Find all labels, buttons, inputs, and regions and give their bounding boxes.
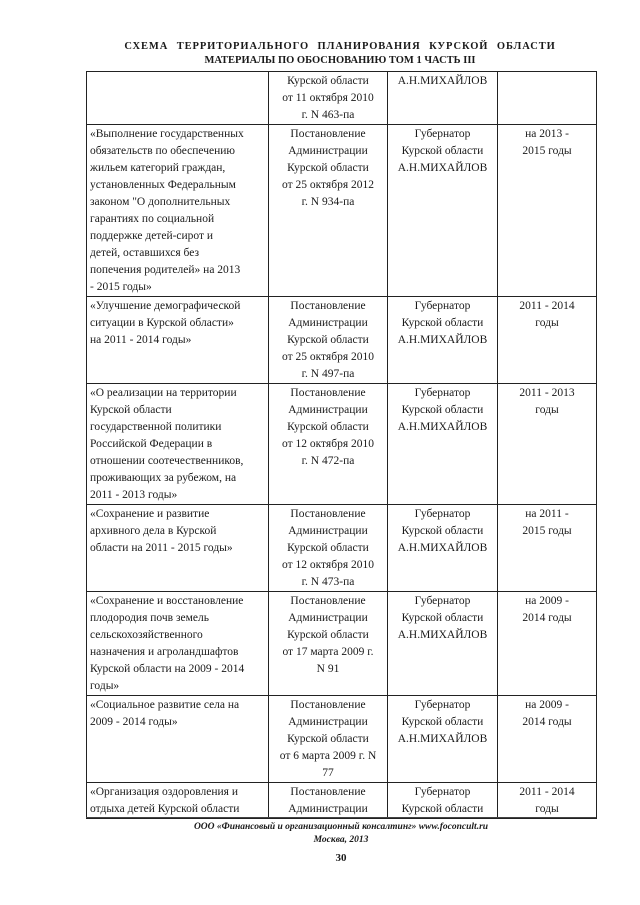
table-row: [87, 783, 597, 819]
program-cell-line: «О реализации на территории: [90, 387, 237, 399]
period-cell-line: 2014 годы: [522, 612, 572, 624]
document-cell: [269, 696, 388, 783]
program-cell-line: детей, оставшихся без: [90, 247, 200, 259]
approver-cell: [388, 783, 498, 819]
period-cell-line: 2015 годы: [522, 525, 572, 537]
period-cell: [498, 384, 597, 505]
document-cell-line: Постановление: [290, 699, 366, 711]
program-cell-line: «Выполнение государственных: [90, 128, 244, 140]
document-cell-line: Курской области: [287, 542, 369, 554]
period-cell-line: годы: [535, 317, 559, 329]
document-cell-line: N 91: [316, 663, 340, 675]
document-cell-line: Постановление: [290, 387, 366, 399]
footer-divider: [86, 817, 596, 818]
program-cell-line: на 2011 - 2014 годы»: [90, 334, 192, 346]
document-cell-line: от 17 марта 2009 г.: [282, 646, 374, 658]
program-cell-line: попечения родителей» на 2013: [90, 264, 241, 276]
document-cell-line: от 25 октября 2012: [282, 179, 374, 191]
program-cell-line: архивного дела в Курской: [90, 525, 217, 537]
approver-cell-line: Курской области: [401, 525, 484, 537]
approver-cell-line: Курской области: [401, 404, 484, 416]
period-cell-line: 2014 годы: [522, 716, 572, 728]
document-cell-line: от 6 марта 2009 г. N: [279, 750, 377, 762]
program-cell-line: «Сохранение и развитие: [90, 508, 210, 520]
document-cell-line: г. N 473-па: [301, 576, 355, 588]
approver-cell-line: А.Н.МИХАЙЛОВ: [397, 542, 488, 554]
program-cell-line: проживающих за рубежом, на: [90, 472, 237, 484]
document-cell-line: Постановление: [290, 128, 366, 140]
document-cell-line: Курской области: [287, 733, 369, 745]
program-cell: [87, 125, 269, 297]
approver-cell-line: Курской области: [401, 317, 484, 329]
document-cell-line: Курской области: [287, 421, 369, 433]
approver-cell-line: Губернатор: [414, 699, 471, 711]
document-cell: [269, 72, 388, 125]
program-cell: [87, 592, 269, 696]
program-cell-line: годы»: [90, 680, 120, 692]
approver-cell: [388, 696, 498, 783]
header-subtitle: МАТЕРИАЛЫ ПО ОБОСНОВАНИЮ ТОМ 1 ЧАСТЬ III: [204, 55, 476, 66]
document-cell-line: Администрации: [288, 716, 368, 728]
approver-cell-line: Курской области: [401, 612, 484, 624]
period-cell-line: годы: [535, 803, 559, 815]
document-cell: [269, 505, 388, 592]
program-cell-line: «Социальное развитие села на: [90, 699, 240, 711]
document-cell-line: г. N 497-па: [301, 368, 355, 380]
document-cell-line: от 12 октября 2010: [282, 438, 374, 450]
table-row: [87, 297, 597, 384]
document-cell-line: Постановление: [290, 595, 366, 607]
period-cell-line: на 2009 -: [525, 699, 569, 711]
period-cell: [498, 72, 597, 125]
document-cell-line: Администрации: [288, 145, 368, 157]
footer-company: ООО «Финансовый и организационный консалтинг» www.foconcult.ru: [193, 822, 489, 832]
document-cell-line: от 25 октября 2010: [282, 351, 374, 363]
table-row: [87, 72, 597, 125]
program-cell-line: области на 2011 - 2015 годы»: [90, 542, 233, 554]
approver-cell: [388, 72, 498, 125]
period-cell: [498, 696, 597, 783]
header-title: СХЕМА ТЕРРИТОРИАЛЬНОГО ПЛАНИРОВАНИЯ КУРСКОЙ ОБЛАСТИ: [124, 41, 556, 52]
document-cell-line: Постановление: [290, 300, 366, 312]
footer-city: Москва, 2013: [313, 835, 369, 845]
approver-cell: [388, 297, 498, 384]
program-cell: [87, 783, 269, 819]
approver-cell: [388, 592, 498, 696]
period-cell: [498, 505, 597, 592]
approver-cell-line: Губернатор: [414, 786, 471, 798]
period-cell-line: 2011 - 2014: [519, 300, 575, 312]
approver-cell-line: Губернатор: [414, 595, 471, 607]
period-cell-line: 2011 - 2013: [519, 387, 575, 399]
page-number: 30: [335, 852, 347, 864]
approver-cell-line: А.Н.МИХАЙЛОВ: [397, 733, 488, 745]
document-cell-line: Постановление: [290, 508, 366, 520]
document-cell-line: г. N 472-па: [301, 455, 355, 467]
document-cell: [269, 384, 388, 505]
program-cell-line: «Организация оздоровления и: [90, 786, 238, 798]
document-cell-line: Администрации: [288, 525, 368, 537]
approver-cell-line: Курской области: [401, 803, 484, 815]
program-cell: [87, 505, 269, 592]
approver-cell-line: Курской области: [401, 716, 484, 728]
approver-cell-line: А.Н.МИХАЙЛОВ: [397, 334, 488, 346]
approver-cell-line: Губернатор: [414, 387, 471, 399]
document-cell-line: Курской области: [287, 334, 369, 346]
document-cell-line: Курской области: [287, 75, 369, 87]
period-cell-line: на 2013 -: [525, 128, 569, 140]
document-cell-line: г. N 934-па: [301, 196, 355, 208]
document-cell-line: от 12 октября 2010: [282, 559, 374, 571]
programs-table-body: [87, 72, 597, 819]
program-cell-line: обязательств по обеспечению: [90, 145, 235, 157]
document-cell: [269, 125, 388, 297]
program-cell-line: сельскохозяйственного: [90, 629, 203, 641]
program-cell-line: установленных Федеральным: [90, 179, 236, 191]
document-cell: [269, 592, 388, 696]
program-cell-line: гарантиях по социальной: [90, 213, 215, 225]
period-cell: [498, 125, 597, 297]
period-cell-line: на 2009 -: [525, 595, 569, 607]
period-cell-line: годы: [535, 404, 559, 416]
period-cell-line: 2011 - 2014: [519, 786, 575, 798]
document-cell-line: Администрации: [288, 803, 368, 815]
document-cell-line: Курской области: [287, 162, 369, 174]
program-cell-line: плодородия почв земель: [90, 612, 209, 624]
program-cell-line: ситуации в Курской области»: [90, 317, 234, 329]
approver-cell: [388, 125, 498, 297]
document-cell-line: г. N 463-па: [301, 109, 355, 121]
approver-cell-line: Губернатор: [414, 508, 471, 520]
program-cell: [87, 696, 269, 783]
approver-cell: [388, 505, 498, 592]
period-cell: [498, 783, 597, 819]
document-cell-line: 77: [322, 767, 334, 779]
program-cell-line: законом "О дополнительных: [90, 196, 231, 208]
program-cell-line: назначения и агроландшафтов: [90, 646, 239, 658]
document-cell-line: Администрации: [288, 317, 368, 329]
program-cell-line: «Сохранение и восстановление: [90, 595, 244, 607]
document-cell-line: от 11 октября 2010: [282, 92, 374, 104]
document-cell-line: Курской области: [287, 629, 369, 641]
table-row: [87, 125, 597, 297]
document-cell: [269, 783, 388, 819]
page-header: [80, 40, 600, 68]
document-cell-line: Постановление: [290, 786, 366, 798]
program-cell-line: «Улучшение демографической: [90, 300, 241, 312]
program-cell: [87, 384, 269, 505]
table-row: [87, 384, 597, 505]
program-cell-line: государственной политики: [90, 421, 222, 433]
period-cell-line: на 2011 -: [525, 508, 569, 520]
document-cell: [269, 297, 388, 384]
document-cell-line: Администрации: [288, 404, 368, 416]
table-row: [87, 505, 597, 592]
program-cell-line: Курской области на 2009 - 2014: [90, 663, 245, 675]
approver-cell-line: А.Н.МИХАЙЛОВ: [397, 75, 488, 87]
program-cell-line: 2011 - 2013 годы»: [90, 489, 178, 501]
period-cell-line: 2015 годы: [522, 145, 572, 157]
program-cell: [87, 72, 269, 125]
approver-cell-line: А.Н.МИХАЙЛОВ: [397, 421, 488, 433]
approver-cell-line: Губернатор: [414, 300, 471, 312]
page-footer: [86, 821, 596, 847]
approver-cell-line: А.Н.МИХАЙЛОВ: [397, 162, 488, 174]
programs-table: [86, 71, 597, 819]
program-cell-line: отдыха детей Курской области: [90, 803, 240, 815]
program-cell-line: жильем категорий граждан,: [90, 162, 226, 174]
approver-cell-line: Губернатор: [414, 128, 471, 140]
document-cell-line: Администрации: [288, 612, 368, 624]
approver-cell-line: Курской области: [401, 145, 484, 157]
program-cell-line: поддержке детей-сирот и: [90, 230, 214, 242]
period-cell: [498, 592, 597, 696]
program-cell-line: Курской области: [90, 404, 172, 416]
approver-cell: [388, 384, 498, 505]
program-cell-line: отношении соотечественников,: [90, 455, 244, 467]
table-row: [87, 592, 597, 696]
table-row: [87, 696, 597, 783]
program-cell-line: Российской Федерации в: [90, 438, 213, 450]
period-cell: [498, 297, 597, 384]
approver-cell-line: А.Н.МИХАЙЛОВ: [397, 629, 488, 641]
program-cell-line: 2009 - 2014 годы»: [90, 716, 178, 728]
program-cell-line: - 2015 годы»: [90, 281, 152, 293]
program-cell: [87, 297, 269, 384]
